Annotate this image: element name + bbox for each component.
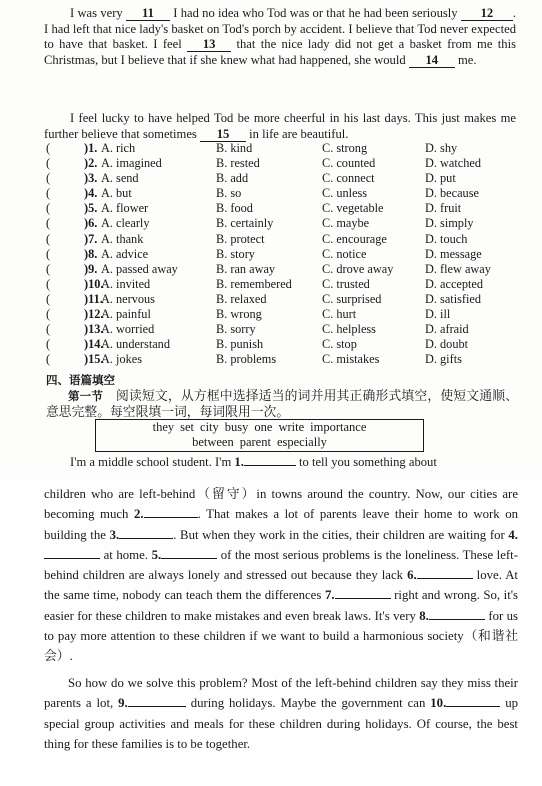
- option-a: A. flower: [101, 201, 149, 216]
- blank-number-10: 10.: [430, 696, 447, 711]
- answer-paren[interactable]: (: [46, 246, 51, 261]
- cloze-paragraph-1: [44, 6, 516, 68]
- answer-paren[interactable]: (: [46, 291, 51, 306]
- blank-11[interactable]: 11: [126, 7, 170, 21]
- passage-text: during holidays. Maybe the government can: [190, 696, 426, 711]
- section-heading: 四、语篇填空: [46, 373, 115, 387]
- option-b: B. protect: [216, 231, 265, 246]
- option-d: D. ill: [425, 307, 451, 322]
- fill-blank-5[interactable]: [161, 546, 217, 559]
- option-c: C. counted: [322, 156, 376, 171]
- answer-paren[interactable]: (: [46, 156, 51, 171]
- section-instruction: [46, 388, 518, 420]
- option-row: [46, 201, 516, 216]
- fill-blank-8[interactable]: [429, 607, 485, 620]
- passage-text: So how do we solve this problem? Most of the left-behind children say they miss their parents a lot,: [44, 676, 518, 711]
- passage-paragraph-1: [44, 484, 518, 667]
- answer-paren[interactable]: (: [46, 171, 51, 186]
- fill-blank-2[interactable]: [144, 505, 198, 518]
- option-row: [46, 156, 516, 171]
- passage-text: children who are left-behind（留守）in towns around the country. Now, our cities are becoming much: [44, 487, 518, 522]
- blank-number-1: 1.: [234, 455, 244, 469]
- option-c: C. notice: [322, 246, 367, 261]
- word-bank-word: write: [278, 420, 305, 434]
- option-d: D. watched: [425, 156, 481, 171]
- option-d: D. shy: [425, 141, 458, 155]
- option-d: D. simply: [425, 216, 474, 231]
- passage-text: I'm a middle school student. I'm: [70, 455, 232, 469]
- option-c: C. connect: [322, 171, 375, 186]
- instruction-text: 阅读短文，从方框中选择适当的词并用其正确形式填空，使短文通顺、意思完整。每空限填一词，每词限用一次。: [46, 389, 519, 419]
- word-bank-word: importance: [310, 420, 367, 434]
- option-c: C. drove away: [322, 261, 394, 276]
- question-number: )6.: [84, 216, 98, 231]
- option-c: C. mistakes: [322, 352, 380, 367]
- options-list: [46, 141, 516, 367]
- option-b: B. sorry: [216, 322, 256, 337]
- word-bank-word: parent: [239, 435, 271, 449]
- answer-paren[interactable]: (: [46, 186, 51, 201]
- option-d: D. accepted: [425, 276, 484, 291]
- question-number: )15.: [84, 352, 104, 367]
- question-number: )10.: [84, 276, 104, 291]
- answer-paren[interactable]: (: [46, 352, 51, 367]
- question-number: )8.: [84, 246, 98, 261]
- cloze-text: I had no idea who Tod was or that he had been seriously: [173, 6, 458, 20]
- question-number: )7.: [84, 231, 98, 246]
- option-d: D. doubt: [425, 337, 469, 352]
- option-row: [46, 322, 516, 337]
- option-c: C. maybe: [322, 216, 370, 231]
- option-row: [46, 352, 516, 367]
- passage-text: at home.: [103, 547, 148, 562]
- cloze-text: in life are beautiful.: [249, 126, 349, 141]
- option-b: B. problems: [216, 352, 277, 367]
- fill-blank-7[interactable]: [335, 586, 391, 599]
- answer-paren[interactable]: (: [46, 231, 51, 246]
- question-number: )1.: [84, 141, 98, 155]
- question-number: )4.: [84, 186, 98, 201]
- option-d: D. put: [425, 171, 456, 186]
- option-row: [46, 307, 516, 322]
- option-c: C. surprised: [322, 291, 382, 306]
- word-bank-line-1: [96, 420, 423, 435]
- cloze-text: that the nice lady did not get a basket from me this Christmas, but I believe that if she knew what had happened, she would: [44, 37, 516, 67]
- option-d: D. touch: [425, 231, 468, 246]
- fill-blank-10[interactable]: [446, 694, 500, 707]
- passage-text: . That makes a lot of parents leave their home to work on building the: [44, 507, 519, 542]
- option-b: B. add: [216, 171, 249, 186]
- passage-text: to tell you something about: [299, 455, 437, 469]
- option-a: A. rich: [101, 141, 136, 155]
- blank-number-7: 7.: [324, 588, 335, 603]
- option-row: [46, 262, 516, 277]
- option-c: C. hurt: [322, 307, 357, 322]
- passage-text: for us to pay more attention to these children if we want to build a harmonious society（和谐社会）.: [44, 608, 519, 664]
- question-number: )13.: [84, 322, 104, 337]
- option-row: [46, 216, 516, 231]
- option-d: D. gifts: [425, 352, 462, 367]
- option-b: B. certainly: [216, 216, 274, 231]
- fill-blank-1[interactable]: [244, 453, 296, 466]
- option-b: B. kind: [216, 141, 253, 155]
- option-a: A. worried: [101, 322, 155, 337]
- passage-text: . But when they work in the cities, their children are waiting for: [173, 527, 505, 542]
- cloze-text: I feel lucky to have helped Tod be more cheerful in his last days. This just makes me further believe that sometimes: [44, 111, 516, 141]
- question-number: )5.: [84, 201, 98, 216]
- option-row: [46, 232, 516, 247]
- word-bank-word: between: [192, 435, 234, 449]
- option-c: C. helpless: [322, 322, 376, 337]
- option-a: A. nervous: [101, 291, 155, 306]
- option-b: B. so: [216, 186, 242, 201]
- question-number: )14.: [84, 337, 104, 352]
- answer-paren[interactable]: (: [46, 216, 51, 231]
- fill-blank-4[interactable]: [44, 546, 100, 559]
- answer-paren[interactable]: (: [46, 141, 51, 155]
- option-a: A. jokes: [101, 352, 142, 367]
- option-row: [46, 277, 516, 292]
- option-a: A. clearly: [101, 216, 150, 231]
- word-bank: [95, 419, 424, 452]
- fill-blank-9[interactable]: [128, 694, 186, 707]
- passage-paragraph-2: [44, 673, 518, 754]
- option-row: [46, 337, 516, 352]
- answer-paren[interactable]: (: [46, 307, 51, 322]
- option-d: D. because: [425, 186, 479, 201]
- blank-number-6: 6.: [407, 568, 417, 583]
- word-bank-word: city: [200, 420, 219, 434]
- fill-blank-6[interactable]: [417, 566, 473, 579]
- option-a: A. invited: [101, 276, 151, 291]
- option-b: B. remembered: [216, 276, 292, 291]
- blank-number-9: 9.: [118, 696, 128, 711]
- blank-13[interactable]: 13: [187, 38, 231, 52]
- word-bank-word: they: [152, 420, 175, 434]
- question-number: )12.: [84, 307, 104, 322]
- option-row: [46, 292, 516, 307]
- cloze-text: me.: [457, 52, 477, 67]
- blank-number-5: 5.: [151, 547, 162, 562]
- question-number: )11.: [84, 291, 103, 306]
- blank-15[interactable]: 15: [200, 128, 246, 142]
- option-d: D. fruit: [425, 201, 462, 216]
- blank-number-2: 2.: [134, 507, 144, 522]
- option-row: [46, 186, 516, 201]
- word-bank-line-2: [96, 435, 423, 450]
- passage-text: of the most serious problems is the loneliness. These left-behind children are always lonely and stressed out because they lack: [44, 547, 518, 583]
- cloze-paragraph-2: [44, 111, 516, 142]
- option-c: C. stop: [322, 337, 357, 352]
- blank-number-8: 8.: [419, 608, 429, 623]
- option-c: C. strong: [322, 141, 368, 155]
- option-a: A. painful: [101, 307, 151, 322]
- option-d: D. satisfied: [425, 291, 482, 306]
- passage-text: right and wrong. So, it's easier for these children to make mistakes and even break laws. It's very: [44, 588, 519, 623]
- option-b: B. food: [216, 201, 253, 216]
- cloze-text: I was very: [70, 6, 123, 20]
- word-bank-word: set: [180, 420, 195, 434]
- option-a: A. but: [101, 186, 132, 201]
- option-b: B. relaxed: [216, 291, 267, 306]
- blank-number-4: 4.: [508, 527, 519, 542]
- passage-intro-line: [70, 453, 520, 470]
- word-bank-word: one: [254, 420, 273, 434]
- option-row: [46, 171, 516, 186]
- question-number: )3.: [84, 171, 98, 186]
- answer-paren[interactable]: (: [46, 261, 51, 276]
- fill-blank-3[interactable]: [119, 526, 173, 539]
- answer-paren[interactable]: (: [46, 322, 51, 337]
- question-number: )2.: [84, 156, 98, 171]
- option-a: A. advice: [101, 246, 149, 261]
- option-b: B. punish: [216, 337, 264, 352]
- word-bank-word: especially: [276, 435, 327, 449]
- option-c: C. vegetable: [322, 201, 384, 216]
- option-d: D. message: [425, 246, 482, 261]
- word-bank-word: busy: [224, 420, 249, 434]
- option-c: C. trusted: [322, 276, 370, 291]
- option-row: [46, 247, 516, 262]
- option-a: A. passed away: [101, 261, 178, 276]
- passage-text: up special group activities and meals for these children during holidays. Of course, the best thing for these families is to be together.: [44, 696, 519, 751]
- answer-paren[interactable]: (: [46, 276, 51, 291]
- option-b: B. ran away: [216, 261, 276, 276]
- option-d: D. afraid: [425, 322, 469, 337]
- option-b: B. wrong: [216, 307, 262, 322]
- option-row: [46, 141, 516, 156]
- option-b: B. story: [216, 246, 255, 261]
- option-c: C. encourage: [322, 231, 387, 246]
- blank-12[interactable]: 12: [461, 7, 513, 21]
- blank-14[interactable]: 14: [409, 54, 455, 68]
- option-a: A. thank: [101, 231, 144, 246]
- option-a: A. imagined: [101, 156, 162, 171]
- question-number: )9.: [84, 261, 98, 276]
- option-a: A. send: [101, 171, 139, 186]
- answer-paren[interactable]: (: [46, 337, 51, 352]
- blank-number-3: 3.: [109, 527, 120, 542]
- subsection-label: 第一节: [68, 389, 104, 403]
- option-d: D. flew away: [425, 261, 491, 276]
- answer-paren[interactable]: (: [46, 201, 51, 216]
- cloze-text: . I had left that nice lady's basket on Tod's porch by accident. I believe that Tod never expected to have that basket. I feel: [44, 6, 517, 52]
- option-a: A. understand: [101, 337, 170, 352]
- passage-text: love. At the same time, nobody can teach them the differences: [44, 568, 518, 603]
- option-c: C. unless: [322, 186, 368, 201]
- option-b: B. rested: [216, 156, 260, 171]
